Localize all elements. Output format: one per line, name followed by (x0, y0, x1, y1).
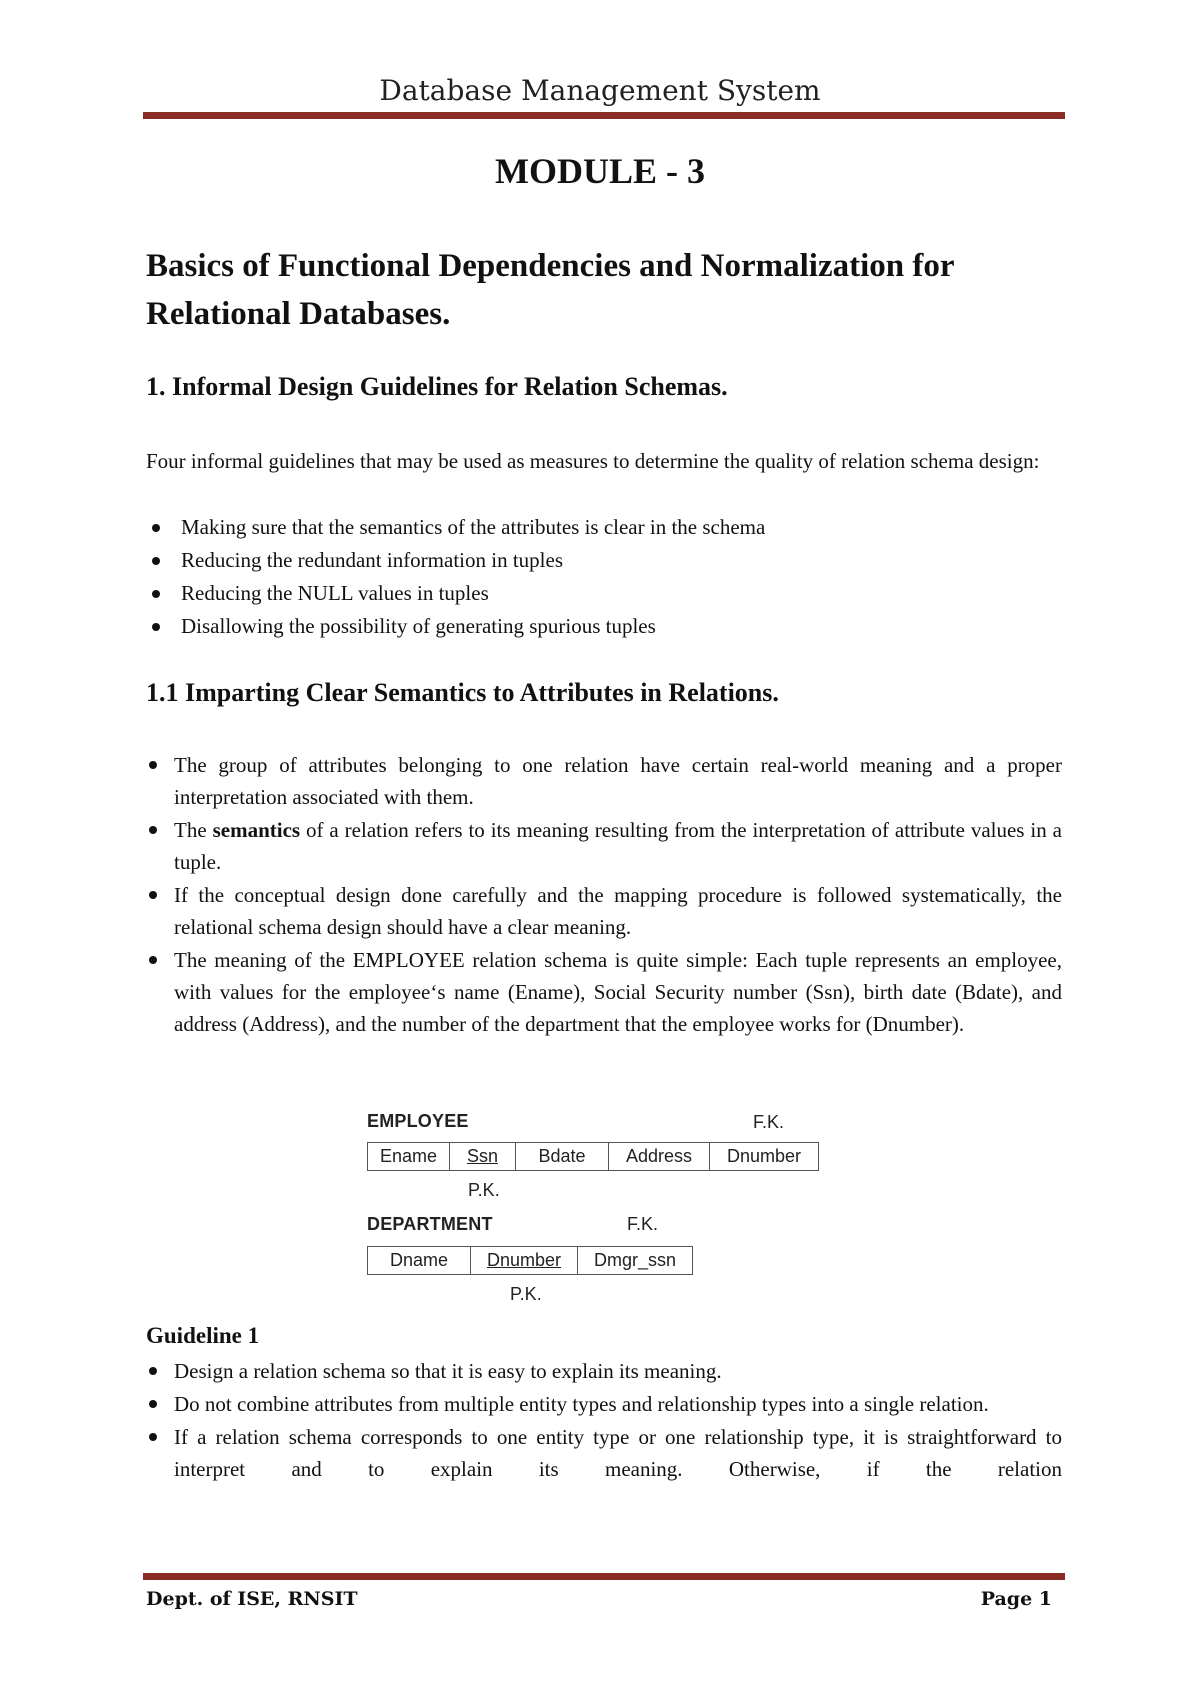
list-item: Making sure that the semantics of the attributes is clear in the schema (146, 511, 1066, 544)
list-item: Disallowing the possibility of generating spurious tuples (146, 610, 1066, 643)
bullet-icon (152, 590, 160, 598)
department-relation-name: DEPARTMENT (367, 1214, 493, 1234)
footer-page-number: Page 1 (980, 1588, 1052, 1610)
employee-fk-label: F.K. (753, 1112, 785, 1132)
attribute-cell: Dmgr_ssn (578, 1247, 693, 1275)
list-item: The group of attributes belonging to one relation have certain real-world meaning and a proper interpretation associated with them. (146, 749, 1062, 813)
attribute-cell: Address (609, 1143, 710, 1171)
bullet-icon (152, 623, 160, 631)
schema-diagram (365, 1108, 835, 1308)
guidelines-list (146, 511, 1066, 643)
bullet-icon (149, 826, 157, 834)
footer-department: Dept. of ISE, RNSIT (146, 1588, 358, 1610)
footer-rule (143, 1573, 1065, 1580)
list-item: If a relation schema corresponds to one entity type or one relationship type, it is straightforward to interpret and to explain its meaning. Otherwise, if the relation (146, 1421, 1062, 1485)
semantics-list (146, 749, 1062, 1040)
guideline-1-list (146, 1355, 1062, 1485)
bullet-icon (149, 891, 157, 899)
section-1-heading: 1. Informal Design Guidelines for Relation Schemas. (146, 372, 728, 401)
bullet-icon (149, 761, 157, 769)
department-fk-label: F.K. (627, 1214, 659, 1234)
list-item: Reducing the redundant information in tuples (146, 544, 1066, 577)
module-title: MODULE - 3 (495, 151, 705, 191)
semantics-term: semantics (212, 818, 301, 842)
list-item: Do not combine attributes from multiple entity types and relationship types into a single relation. (146, 1388, 1062, 1420)
bullet-icon (149, 956, 157, 964)
guideline-1-heading: Guideline 1 (146, 1323, 260, 1348)
attribute-cell: Dname (368, 1247, 471, 1275)
chapter-title: Basics of Functional Dependencies and Normalization for Relational Databases. (146, 248, 954, 332)
bullet-icon (149, 1367, 157, 1375)
bullet-icon (149, 1400, 157, 1408)
bullet-icon (152, 557, 160, 565)
list-item: Design a relation schema so that it is easy to explain its meaning. (146, 1355, 1062, 1387)
attribute-cell: Ename (368, 1143, 450, 1171)
department-schema-table (367, 1246, 693, 1275)
list-item: The meaning of the EMPLOYEE relation schema is quite simple: Each tuple represents an employee, with values for the employee‘s name (Ename), Social Security number (Ssn), birth date (Bdate), and address (Address), and the number of the department that the employee works for (Dnumber). (146, 944, 1062, 1040)
table-row (368, 1247, 693, 1275)
list-item: Reducing the NULL values in tuples (146, 577, 1066, 610)
section-1-intro: Four informal guidelines that may be used as measures to determine the quality of relation schema design: (146, 449, 1040, 473)
primary-key-cell: Dnumber (471, 1247, 578, 1275)
table-row (368, 1143, 819, 1171)
list-item: The semantics of a relation refers to its meaning resulting from the interpretation of attribute values in a tuple. (146, 814, 1062, 878)
department-pk-label: P.K. (510, 1284, 542, 1304)
header-rule (143, 112, 1065, 119)
bullet-icon (152, 524, 160, 532)
list-item: If the conceptual design done carefully and the mapping procedure is followed systematically, the relational schema design should have a clear meaning. (146, 879, 1062, 943)
page-header-title: Database Management System (379, 74, 821, 107)
bullet-icon (149, 1433, 157, 1441)
employee-schema-table (367, 1142, 819, 1171)
employee-relation-name: EMPLOYEE (367, 1111, 469, 1131)
foreign-key-cell: Dnumber (710, 1143, 819, 1171)
section-1-1-heading: 1.1 Imparting Clear Semantics to Attributes in Relations. (146, 678, 779, 707)
employee-pk-label: P.K. (468, 1180, 500, 1200)
primary-key-cell: Ssn (450, 1143, 516, 1171)
attribute-cell: Bdate (516, 1143, 609, 1171)
